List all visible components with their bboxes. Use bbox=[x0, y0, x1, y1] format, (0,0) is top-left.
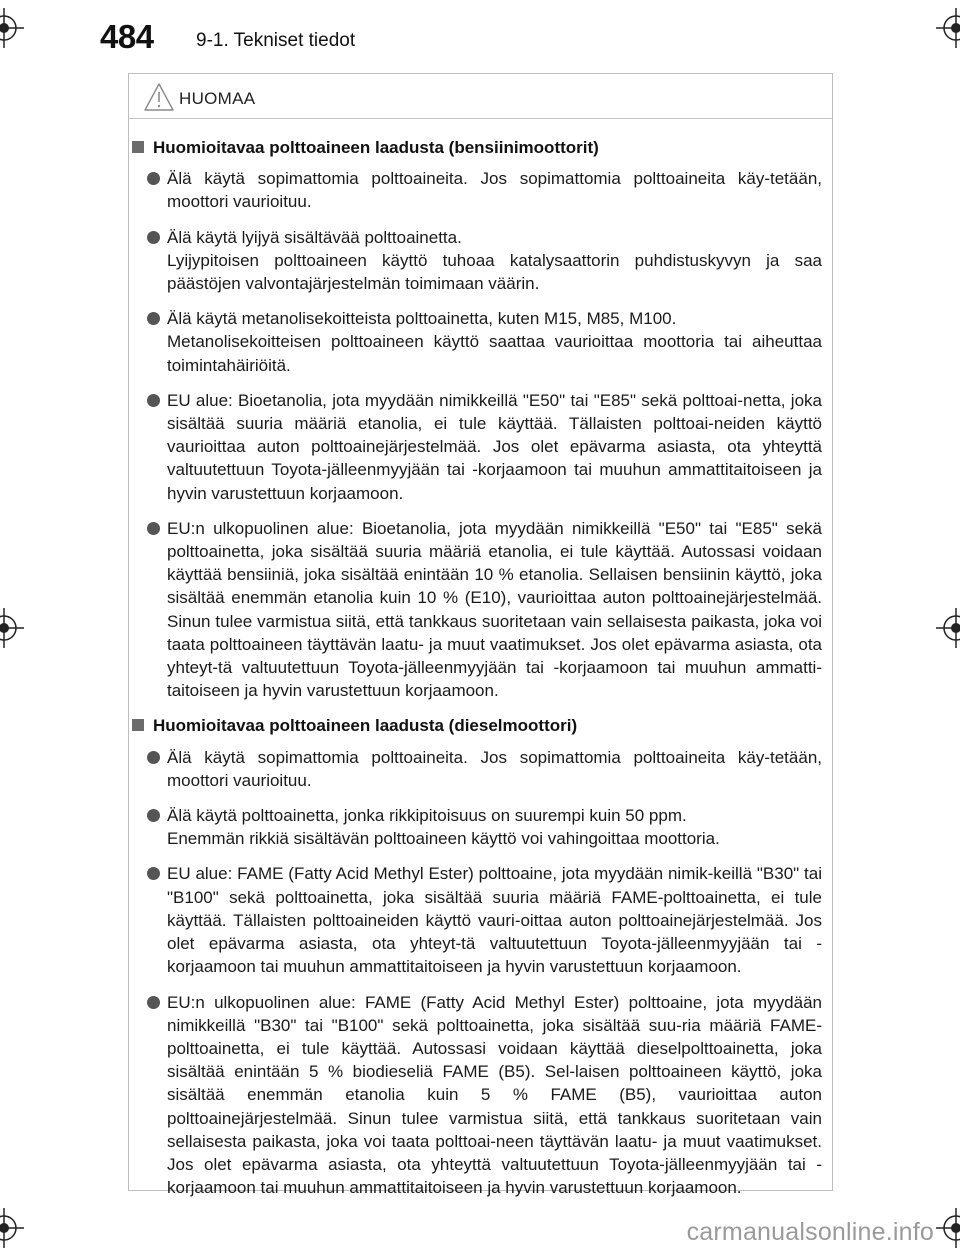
registration-mark-icon bbox=[0, 8, 24, 48]
list-item-text: EU alue: FAME (Fatty Acid Methyl Ester) polttoaine, jota myydään nimik-keillä "B30" tai "B100" sekä polttoainetta, joka sisältää suuria määriä FAME-polttoainetta, ei tule käyttää. Tällaisten polttoaineiden käyttö vauri-oittaa auton polttoainejärjestelmää. Jos olet epävarma asiasta, ota yhteyt-tä valtuutettuun Toyota-jälleenmyyjään tai -korjaamoon tai muuhun ammattitaitoiseen ja hyvin varustettuun korjaamoon. bbox=[167, 864, 822, 977]
circle-bullet-icon bbox=[147, 996, 160, 1009]
watermark: carmanualsonline.info bbox=[686, 1218, 934, 1246]
circle-bullet-icon bbox=[147, 522, 160, 535]
list-item bbox=[129, 862, 832, 978]
list-item-text: Älä käytä polttoainetta, jonka rikkipitoisuus on suurempi kuin 50 ppm. bbox=[167, 806, 687, 826]
list-item bbox=[129, 307, 832, 377]
section-title: 9-1. Tekniset tiedot bbox=[196, 30, 356, 51]
list-item bbox=[129, 746, 832, 792]
list-item-text: Älä käytä lyijyä sisältävää polttoainetta. bbox=[167, 227, 462, 247]
note-content bbox=[129, 136, 832, 1211]
list-item-text: EU:n ulkopuolinen alue: Bioetanolia, jota myydään nimikkeillä "E50" tai "E85" sekä polttoainetta, joka sisältää suuria määriä etanolia, ei tule käyttää. Autossasi voidaan käyttää bensiiniä, joka sisältää enintään 10 % etanolia. Sellaisen bensiinin käyttö, joka sisältää enemmän etanolia kuin 10 % (E10), vaurioittaa auton polttoainejärjestelmää. Sinun tulee varmistua siitä, että tankkaus suoritetaan vain sellaisesta paikasta, joka voi taata polttoaineen täyttävän laatu- ja muut vaatimukset. Jos olet epävarma asiasta, ota yhteyt-tä valtuutettuun Toyota-jälleenmyyjään tai -korjaamoon tai muuhun ammatti-taitoiseen ja hyvin varustettuun korjaamoon. bbox=[167, 518, 822, 701]
circle-bullet-icon bbox=[147, 867, 160, 880]
list-item-text: EU alue: Bioetanolia, jota myydään nimikkeillä "E50" tai "E85" sekä polttoai-netta, joka sisältää suuria määriä etanolia, ei tule käyttää. Tällaisten polttoai-neiden käyttö vaurioittaa auton polttoainejärjestelmää. Jos olet epävarma asiasta, ota yhteyttä valtuutettuun Toyota-jälleenmyyjään tai -korjaamoon tai muuhun ammattitaitoiseen ja hyvin varustettuun korjaamoon. bbox=[167, 390, 822, 503]
list-item-text: Älä käytä sopimattomia polttoaineita. Jos sopimattomia polttoaineita käy-tetään, moottori vaurioituu. bbox=[167, 747, 822, 790]
registration-mark-icon bbox=[936, 8, 960, 48]
list-item bbox=[129, 167, 832, 213]
note-header bbox=[129, 74, 832, 119]
note-label: HUOMAA bbox=[179, 89, 256, 108]
list-item bbox=[129, 804, 832, 850]
list-item-text: EU:n ulkopuolinen alue: FAME (Fatty Acid Methyl Ester) polttoaine, jota myydään nimikkeillä "B30" tai "B100" sekä polttoainetta, joka sisältää suu-ria määriä FAME-polttoainetta, ei tule käyttää. Autossasi voidaan käyttää dieselpolttoainetta, joka sisältää enintään 5 % biodieseliä FAME (B5). Sel-laisen polttoaineen käyttö, joka sisältää enemmän etanolia kuin 5 % FAME (B5), vaurioittaa auton polttoainejärjestelmää. Sinun tulee varmistua siitä, että tankkaus suoritetaan vain sellaisesta paikasta, joka voi taata polttoai-neen täyttävän laatu- ja muut vaatimukset. Jos olet epävarma asiasta, ota yhteyttä valtuutettuun Toyota-jälleenmyyjään tai -korjaamoon tai muuhun ammattitaitoiseen ja hyvin varustettuun korjaamoon. bbox=[167, 992, 822, 1198]
list-item bbox=[129, 389, 832, 505]
list-item bbox=[129, 991, 832, 1200]
registration-mark-icon bbox=[0, 1208, 24, 1248]
section-heading bbox=[129, 136, 832, 159]
page-number: 484 bbox=[100, 18, 154, 55]
registration-mark-icon bbox=[0, 608, 24, 648]
list-item-text: Älä käytä metanolisekoitteista polttoainetta, kuten M15, M85, M100. bbox=[167, 309, 677, 329]
registration-mark-icon bbox=[936, 608, 960, 648]
circle-bullet-icon bbox=[147, 172, 160, 185]
square-bullet-icon bbox=[132, 141, 144, 153]
note-box bbox=[128, 73, 833, 1198]
circle-bullet-icon bbox=[147, 312, 160, 325]
list-item-text: Enemmän rikkiä sisältävän polttoaineen käyttö voi vahingoittaa moottoria. bbox=[167, 829, 720, 849]
warning-triangle-icon bbox=[143, 82, 175, 112]
circle-bullet-icon bbox=[147, 231, 160, 244]
section-heading bbox=[129, 714, 832, 737]
square-bullet-icon bbox=[132, 719, 144, 731]
list-item-text: Lyijypitoisen polttoaineen käyttö tuhoaa katalysaattorin puhdistuskyvyn ja saa päästöjen valvontajärjestelmän toimimaan väärin. bbox=[167, 250, 822, 294]
circle-bullet-icon bbox=[147, 751, 160, 764]
registration-mark-icon bbox=[936, 1208, 960, 1248]
circle-bullet-icon bbox=[147, 809, 160, 822]
list-item-text: Älä käytä sopimattomia polttoaineita. Jos sopimattomia polttoaineita käy-tetään, moottori vaurioituu. bbox=[167, 169, 822, 212]
section-heading-text: Huomioitavaa polttoaineen laadusta (bensiinimoottorit) bbox=[153, 138, 599, 157]
list-item bbox=[129, 226, 832, 296]
list-item-text: Metanolisekoitteisen polttoaineen käyttö saattaa vaurioittaa moottoria tai aiheuttaa toimintahäiriöitä. bbox=[167, 332, 822, 375]
circle-bullet-icon bbox=[147, 394, 160, 407]
list-item bbox=[129, 517, 832, 703]
section-heading-text: Huomioitavaa polttoaineen laadusta (dieselmoottori) bbox=[153, 716, 578, 736]
